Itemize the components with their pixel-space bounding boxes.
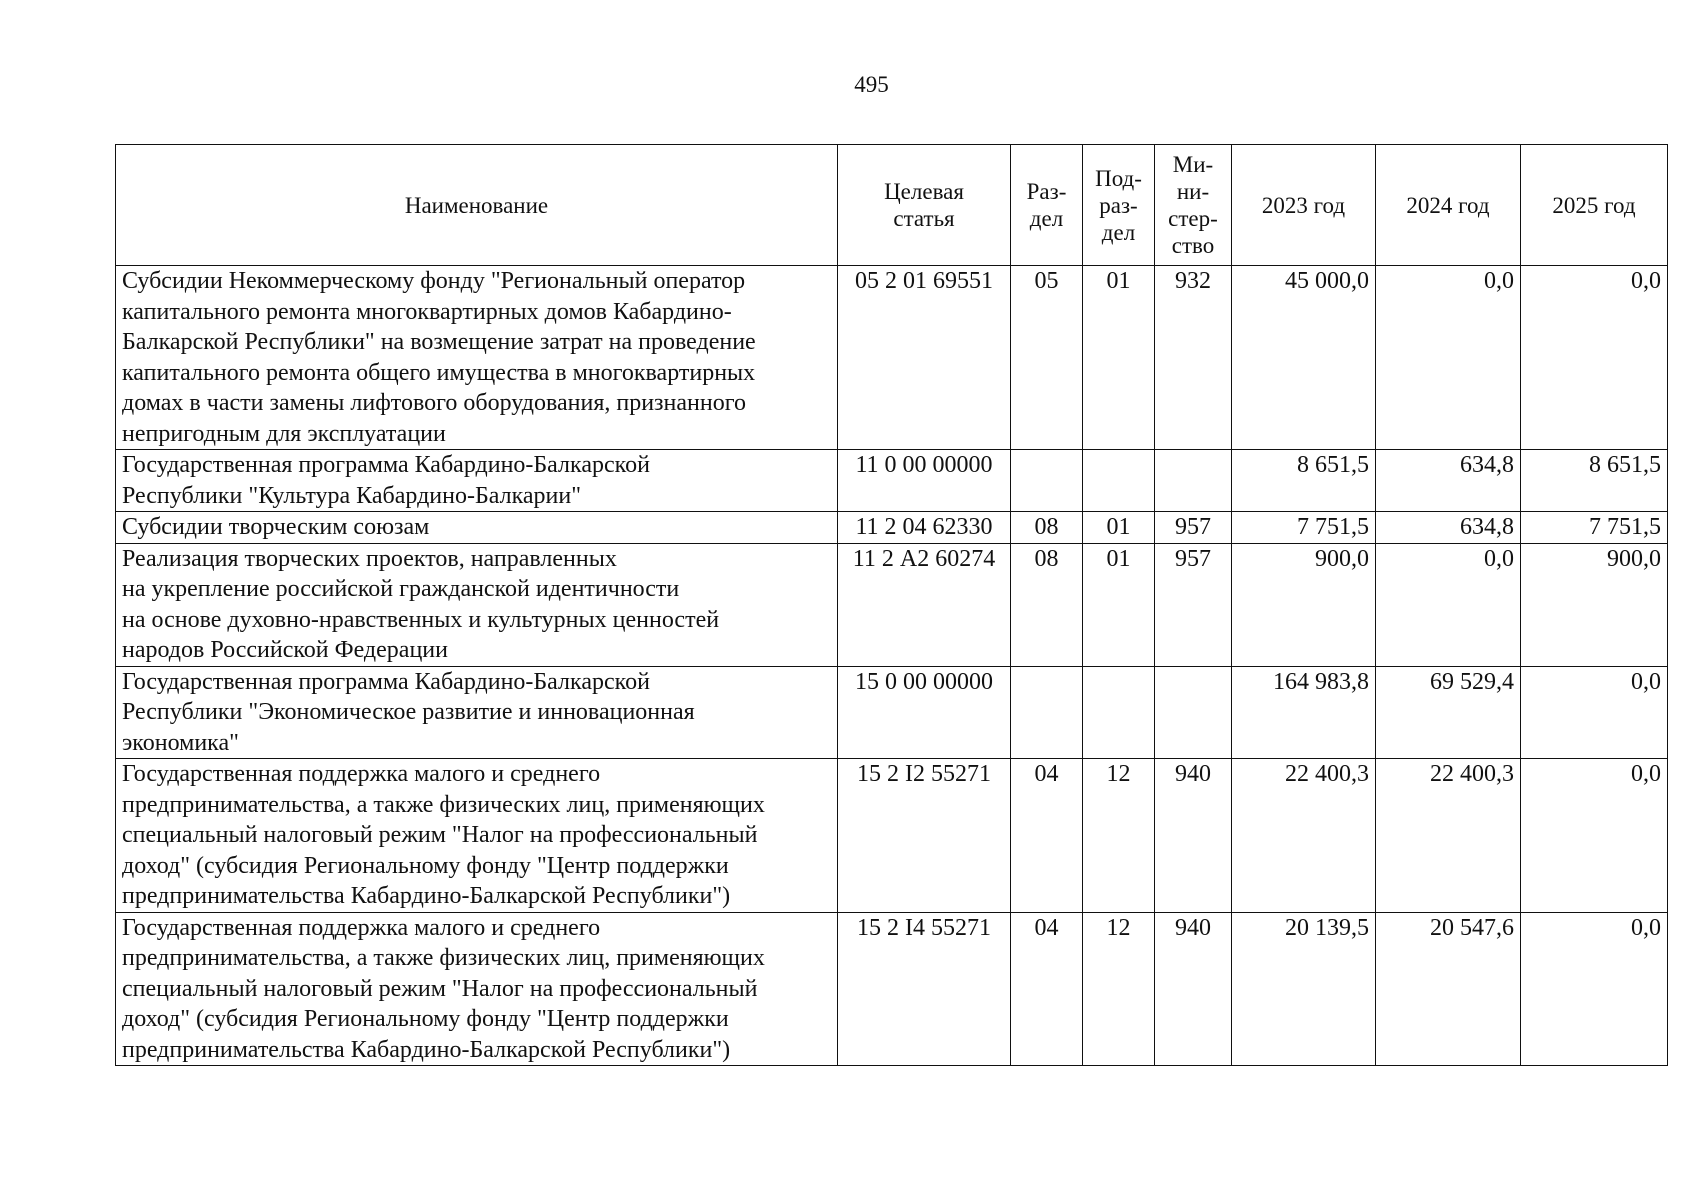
row-ministry: 940 [1155, 912, 1232, 1066]
row-2023: 8 651,5 [1232, 450, 1376, 512]
row-2023: 22 400,3 [1232, 759, 1376, 913]
header-row [116, 145, 1668, 266]
row-2025: 8 651,5 [1521, 450, 1668, 512]
header-subsection: Под- раз- дел [1083, 145, 1155, 266]
row-2025: 0,0 [1521, 666, 1668, 759]
row-2023: 164 983,8 [1232, 666, 1376, 759]
row-name: Субсидии Некоммерческому фонду "Региональный оператор капитального ремонта многоквартирных домов Кабардино- Балкарской Республики" на возмещение затрат на проведение капитального ремонта общего имущества в многоквартирных домах в части замены лифтового оборудования, признанного непригодным для эксплуатации [116, 266, 838, 450]
header-2025: 2025 год [1521, 145, 1668, 266]
header-code: Целевая статья [838, 145, 1011, 266]
row-subsection: 01 [1083, 266, 1155, 450]
row-section: 04 [1011, 759, 1083, 913]
row-code: 11 2 04 62330 [838, 512, 1011, 544]
row-name: Государственная поддержка малого и среднего предпринимательства, а также физических лиц, применяющих специальный налоговый режим "Налог на профессиональный доход" (субсидия Региональному фонду "Центр поддержки предпринимательства Кабардино-Балкарской Республики") [116, 912, 838, 1066]
row-2023: 45 000,0 [1232, 266, 1376, 450]
row-section [1011, 666, 1083, 759]
row-name: Реализация творческих проектов, направленных на укрепление российской гражданской идентичности на основе духовно-нравственных и культурных ценностей народов Российской Федерации [116, 543, 838, 666]
table-row [116, 450, 1668, 512]
table-row [116, 759, 1668, 913]
row-2023: 20 139,5 [1232, 912, 1376, 1066]
row-subsection: 01 [1083, 543, 1155, 666]
row-2024: 20 547,6 [1376, 912, 1521, 1066]
header-2024: 2024 год [1376, 145, 1521, 266]
row-2024: 634,8 [1376, 450, 1521, 512]
row-subsection: 12 [1083, 912, 1155, 1066]
header-ministry: Ми- ни- стер- ство [1155, 145, 1232, 266]
row-ministry [1155, 450, 1232, 512]
row-subsection [1083, 450, 1155, 512]
table-row [116, 512, 1668, 544]
row-2024: 0,0 [1376, 266, 1521, 450]
row-section: 04 [1011, 912, 1083, 1066]
row-2024: 69 529,4 [1376, 666, 1521, 759]
row-subsection [1083, 666, 1155, 759]
header-2023: 2023 год [1232, 145, 1376, 266]
row-subsection: 12 [1083, 759, 1155, 913]
row-code: 15 2 I4 55271 [838, 912, 1011, 1066]
row-2025: 900,0 [1521, 543, 1668, 666]
row-name: Субсидии творческим союзам [116, 512, 838, 544]
row-2023: 900,0 [1232, 543, 1376, 666]
page-number: 495 [854, 72, 889, 97]
row-code: 15 0 00 00000 [838, 666, 1011, 759]
row-ministry: 957 [1155, 543, 1232, 666]
row-subsection: 01 [1083, 512, 1155, 544]
row-2025: 0,0 [1521, 912, 1668, 1066]
table-row [116, 543, 1668, 666]
row-2025: 0,0 [1521, 759, 1668, 913]
row-2025: 0,0 [1521, 266, 1668, 450]
row-ministry: 957 [1155, 512, 1232, 544]
row-name: Государственная поддержка малого и среднего предпринимательства, а также физических лиц, применяющих специальный налоговый режим "Налог на профессиональный доход" (субсидия Региональному фонду "Центр поддержки предпринимательства Кабардино-Балкарской Республики") [116, 759, 838, 913]
row-2024: 634,8 [1376, 512, 1521, 544]
row-2023: 7 751,5 [1232, 512, 1376, 544]
table-row [116, 912, 1668, 1066]
row-section [1011, 450, 1083, 512]
row-section: 08 [1011, 543, 1083, 666]
table-row [116, 266, 1668, 450]
row-code: 05 2 01 69551 [838, 266, 1011, 450]
row-section: 05 [1011, 266, 1083, 450]
row-2024: 22 400,3 [1376, 759, 1521, 913]
budget-table [115, 144, 1668, 1066]
header-section: Раз- дел [1011, 145, 1083, 266]
row-name: Государственная программа Кабардино-Балкарской Республики "Экономическое развитие и инновационная экономика" [116, 666, 838, 759]
row-name: Государственная программа Кабардино-Балкарской Республики "Культура Кабардино-Балкарии" [116, 450, 838, 512]
row-code: 11 2 А2 60274 [838, 543, 1011, 666]
row-2024: 0,0 [1376, 543, 1521, 666]
row-2025: 7 751,5 [1521, 512, 1668, 544]
row-ministry: 940 [1155, 759, 1232, 913]
header-name: Наименование [116, 145, 838, 266]
row-section: 08 [1011, 512, 1083, 544]
row-code: 15 2 I2 55271 [838, 759, 1011, 913]
table-row [116, 666, 1668, 759]
row-ministry: 932 [1155, 266, 1232, 450]
row-ministry [1155, 666, 1232, 759]
row-code: 11 0 00 00000 [838, 450, 1011, 512]
